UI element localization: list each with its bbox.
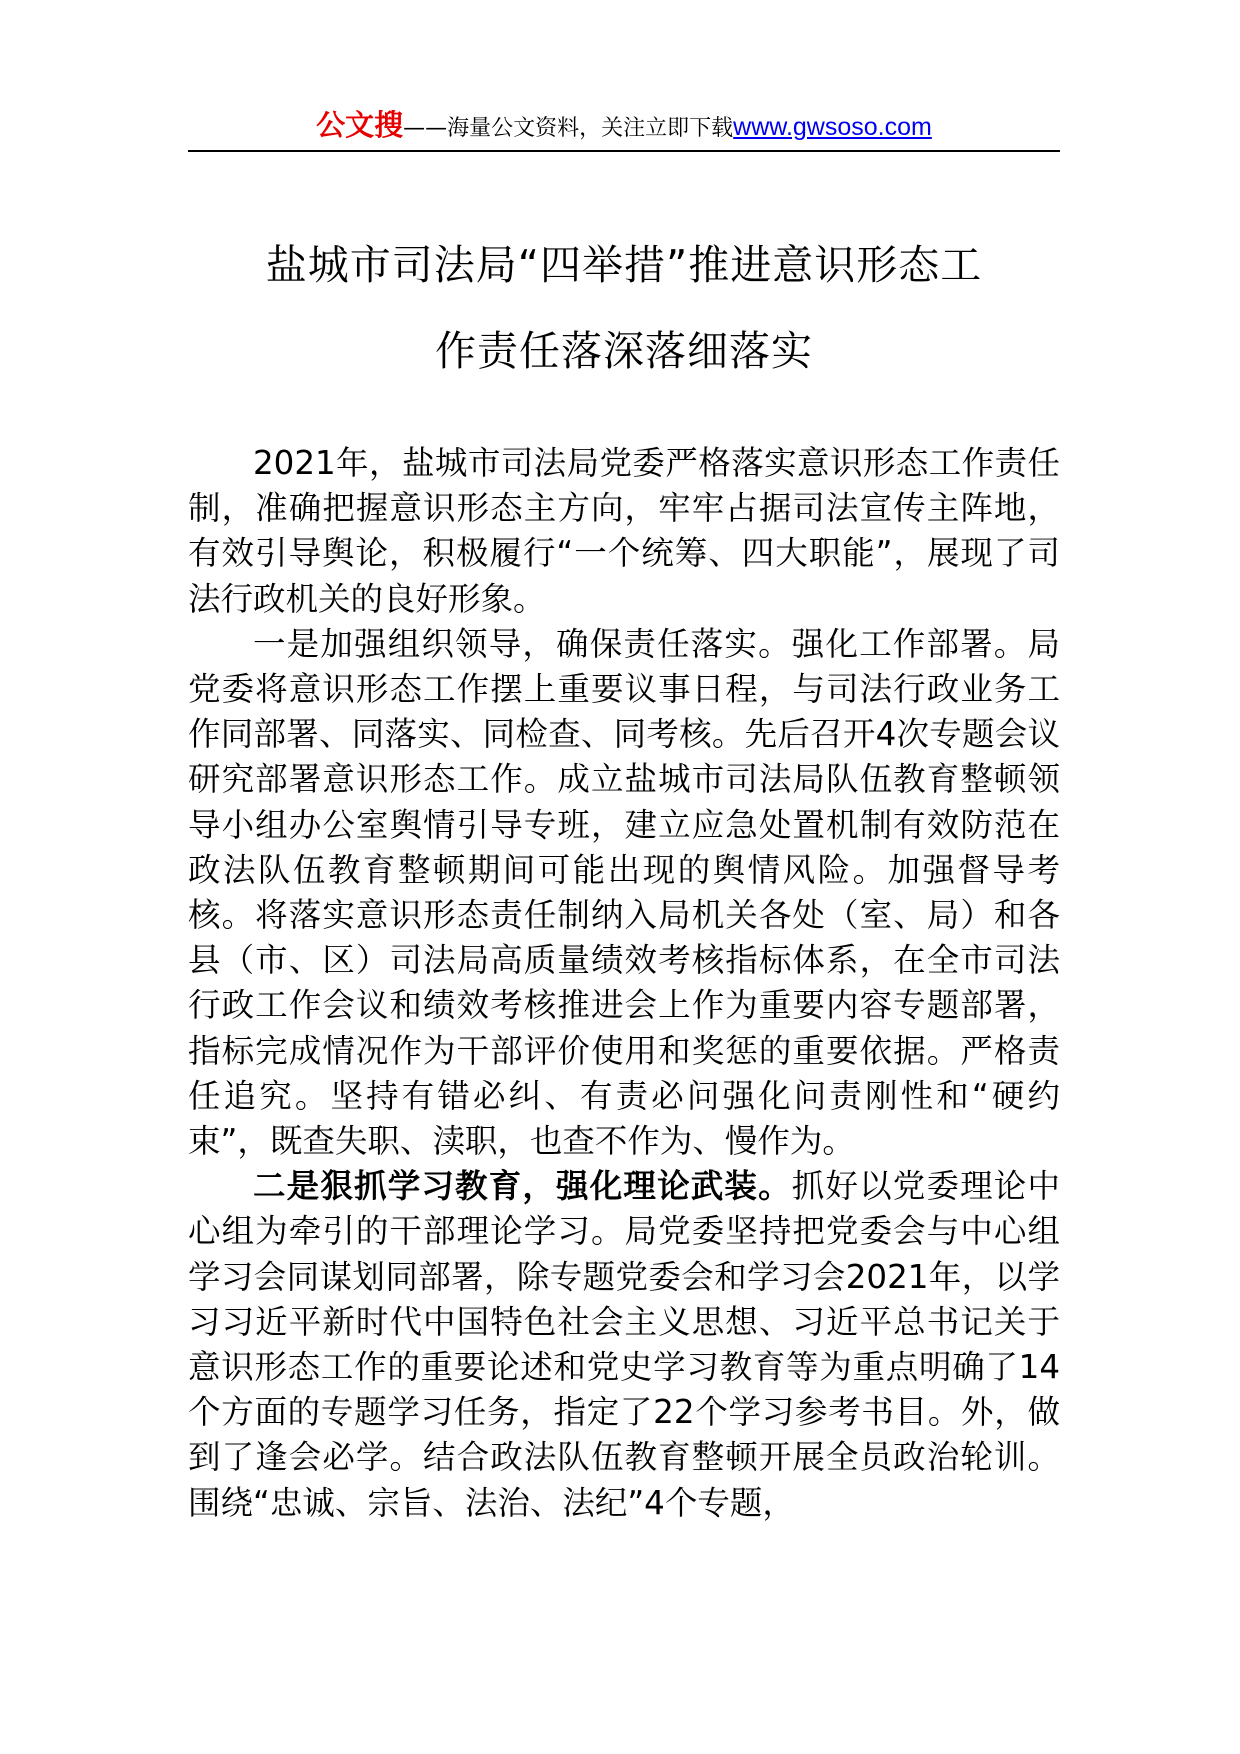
paragraph-measure-2-text: 抓好以党委理论中心组为牵引的干部理论学习。局党委坚持把党委会与中心组学习会同谋划同部署，除专题党委会和学习会2021年，以学习习近平新时代中国特色社会主义思想、习近平总书记关于意识形态工作的重要论述和党史学习教育等为重点明确了14个方面的专题学习任务，指定了22个学习参考书目。外，做到了逢会必学。结合政法队伍教育整顿开展全员政治轮训。围绕“忠诚、宗旨、法治、法纪”4个专题， <box>188 1167 1060 1522</box>
document-body <box>188 441 1060 1526</box>
page-header <box>188 100 1060 150</box>
paragraph-measure-2 <box>188 1164 1060 1526</box>
title-line-1: 盐城市司法局“四举措”推进意识形态工 <box>265 241 983 289</box>
document-title <box>188 222 1060 394</box>
header-tagline: ——海量公文资料，关注立即下载 <box>403 116 734 141</box>
paragraph-measure-2-lead: 二是狠抓学习教育，强化理论武装。 <box>253 1167 792 1206</box>
header-divider <box>188 150 1060 152</box>
paragraph-measure-1-lead: 一是加强组织领导，确保责任落实。 <box>253 624 792 663</box>
title-line-2: 作责任落深落细落实 <box>435 327 813 375</box>
website-link[interactable]: www.gwsoso.com <box>733 113 932 141</box>
paragraph-measure-1-text: 强化工作部署。局党委将意识形态工作摆上重要议事日程，与司法行政业务工作同部署、同落实、同检查、同考核。先后召开4次专题会议研究部署意识形态工作。成立盐城市司法局队伍教育整顿领导小组办公室舆情引导专班，建立应急处置机制有效防范在政法队伍教育整顿期间可能出现的舆情风险。加强督导考核。将落实意识形态责任制纳入局机关各处（室、局）和各县（市、区）司法局高质量绩效考核指标体系，在全市司法行政工作会议和绩效考核推进会上作为重要内容专题部署，指标完成情况作为干部评价使用和奖惩的重要依据。严格责任追究。坚持有错必纠、有责必问强化问责刚性和“硬约束”，既查失职、渎职，也查不作为、慢作为。 <box>188 624 1060 1161</box>
paragraph-intro: 2021年，盐城市司法局党委严格落实意识形态工作责任制，准确把握意识形态主方向，牢牢占据司法宣传主阵地，有效引导舆论，积极履行“一个统筹、四大职能”，展现了司法行政机关的良好形象。 <box>188 444 1060 618</box>
brand-logo-text[interactable]: 公文搜 <box>316 108 404 142</box>
paragraph-measure-1 <box>188 622 1060 1164</box>
